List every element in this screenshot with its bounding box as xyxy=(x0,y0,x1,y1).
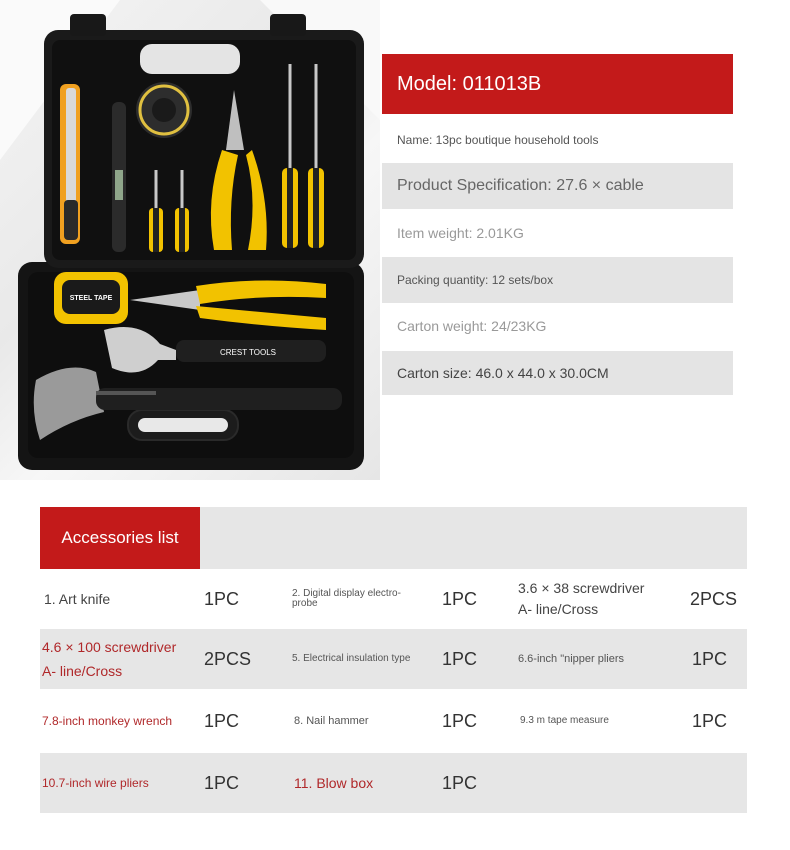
accessory-name: 11. Blow box xyxy=(294,775,374,791)
spec-packing-row xyxy=(382,257,733,303)
model-banner xyxy=(382,54,733,114)
product-name: Name: 13pc boutique household tools xyxy=(397,133,599,147)
accessory-qty: 1PC xyxy=(204,710,240,731)
accessory-qty: 1PC xyxy=(692,648,728,669)
product-specification: Product Specification: 27.6 × cable xyxy=(397,177,644,194)
spec-carton-size-row xyxy=(382,351,733,395)
spec-carton-weight-row xyxy=(382,310,733,342)
carton-weight: Carton weight: 24/23KG xyxy=(397,318,547,334)
tape-measure xyxy=(54,272,128,324)
spec-name-row xyxy=(382,126,733,154)
accessory-qty: 1PC xyxy=(442,710,478,731)
accessory-qty: 1PC xyxy=(442,772,478,793)
carton-size: Carton size: 46.0 x 44.0 x 30.0CM xyxy=(397,365,609,381)
accessory-qty: 1PC xyxy=(442,588,478,609)
toolbox-illustration xyxy=(0,0,380,480)
accessory-row xyxy=(40,570,747,628)
packing-quantity: Packing quantity: 12 sets/box xyxy=(397,273,554,287)
product-photo xyxy=(0,0,380,480)
spec-product-spec-row xyxy=(382,163,733,209)
electro-probe xyxy=(112,102,126,252)
spec-weight-row xyxy=(382,218,733,248)
accessory-name: 1. Art knife xyxy=(44,591,111,607)
insulation-tape xyxy=(136,82,192,138)
accessory-name: 10.7-inch wire pliers xyxy=(42,776,149,790)
accessory-qty: 2PCS xyxy=(690,588,738,609)
accessory-row xyxy=(40,691,747,751)
accessory-name: 9.3 m tape measure xyxy=(520,715,609,726)
accessory-row xyxy=(40,629,747,689)
accessory-qty: 2PCS xyxy=(204,648,252,669)
svg-text:CREST TOOLS: CREST TOOLS xyxy=(219,348,277,357)
accessory-qty: 1PC xyxy=(204,772,240,793)
accessory-row xyxy=(40,753,747,813)
accessory-name: 5. Electrical insulation type xyxy=(292,653,411,664)
art-knife xyxy=(60,84,80,244)
item-weight: Item weight: 2.01KG xyxy=(397,225,524,241)
accessory-qty: 1PC xyxy=(442,648,478,669)
model-text: Model: 011013B xyxy=(397,72,542,95)
accessories-header xyxy=(40,507,747,569)
accessory-qty: 1PC xyxy=(692,710,728,731)
accessory-name: 2. Digital display electro-probe xyxy=(292,588,401,609)
accessory-name: 8. Nail hammer xyxy=(294,715,369,727)
accessory-name: 4.6 × 100 screwdriver A- line/Cross xyxy=(42,639,177,679)
svg-text:STEEL TAPE: STEEL TAPE xyxy=(69,295,113,302)
accessory-name: 6.6-inch "nipper pliers xyxy=(518,653,625,665)
accessory-qty: 1PC xyxy=(204,588,240,609)
accessories-title: Accessories list xyxy=(40,507,200,569)
accessory-name: 3.6 × 38 screwdriver A- line/Cross xyxy=(518,580,645,617)
accessory-name: 7.8-inch monkey wrench xyxy=(42,714,173,728)
